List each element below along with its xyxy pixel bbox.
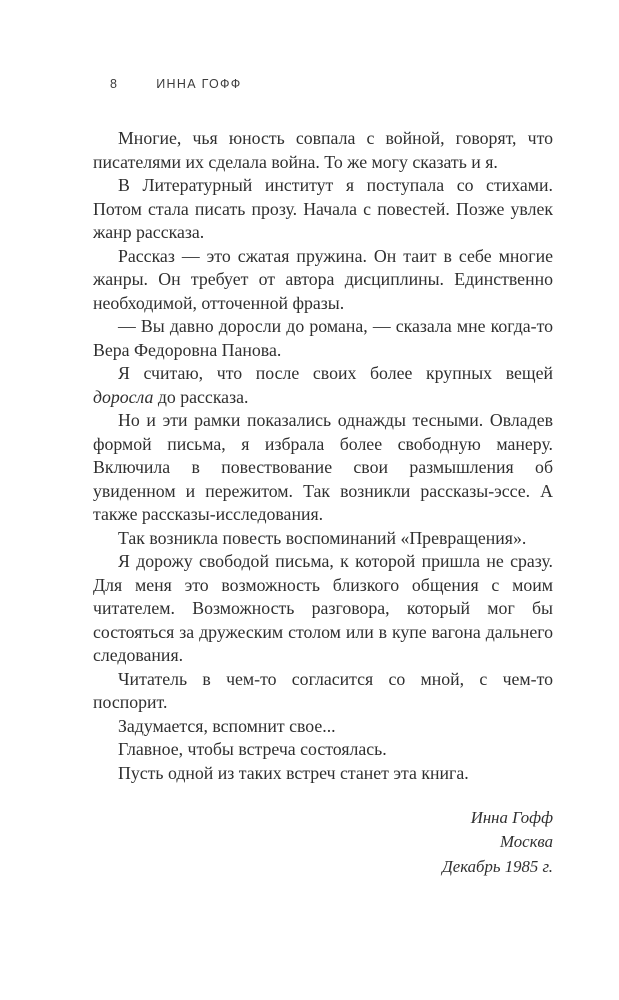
paragraph: Главное, чтобы встреча состоялась.: [118, 739, 387, 759]
running-title: ИННА ГОФФ: [156, 77, 242, 91]
paragraph: Пусть одной из таких встреч станет эта книга.: [118, 762, 469, 783]
emphasized-word: доросла: [93, 386, 154, 407]
page-header: [110, 77, 242, 91]
body-text: [93, 127, 553, 785]
emphasis-before: Я считаю, что после своих более крупных вещей: [118, 363, 553, 383]
paragraph-with-emphasis: [93, 362, 553, 409]
emphasis-after: до рассказа.: [153, 386, 249, 407]
author-signature-block: [93, 806, 553, 879]
signature-place: Москва: [500, 832, 553, 852]
paragraph: Задумается, вспомнит свое...: [118, 715, 336, 736]
paragraph: Читатель в чем-то согласится со мной, с чем-то поспорит.: [93, 668, 553, 712]
page-number: 8: [110, 77, 119, 91]
paragraph: В Литературный институт я поступала со стихами. Потом стала писать прозу. Начала с повестей. Позже увлек жанр рассказа.: [93, 175, 553, 242]
paragraph: Так возникла повесть воспоминаний «Превращения».: [118, 527, 527, 548]
signature-author: Инна Гофф: [470, 808, 553, 827]
paragraph: Рассказ — это сжатая пружина. Он таит в себе многие жанры. Он требует от автора дисциплины. Единственно необходимой, отточенной фразы.: [93, 245, 553, 313]
signature-date: Декабрь 1985 г.: [442, 856, 553, 876]
paragraph: Я дорожу свободой письма, к которой пришла не сразу. Для меня это возможность близкого общения с моим читателем. Возможность разговора, который мог бы состояться за дружеским столом или в купе вагона дальнего следования.: [93, 551, 553, 665]
paragraph-dialogue: — Вы давно доросли до романа, — сказала мне когда-то Вера Федоровна Панова.: [93, 316, 553, 360]
paragraph: Но и эти рамки показались однажды тесными. Овладев формой письма, я избрала более свободную манеру. Включила в повествование свои размышления об увиденном и пережитом. Так возникли рассказы-эссе. А также рассказы-исследования.: [93, 410, 553, 524]
paragraph: Многие, чья юность совпала с войной, говорят, что писателями их сделала война. То же могу сказать и я.: [93, 128, 553, 172]
